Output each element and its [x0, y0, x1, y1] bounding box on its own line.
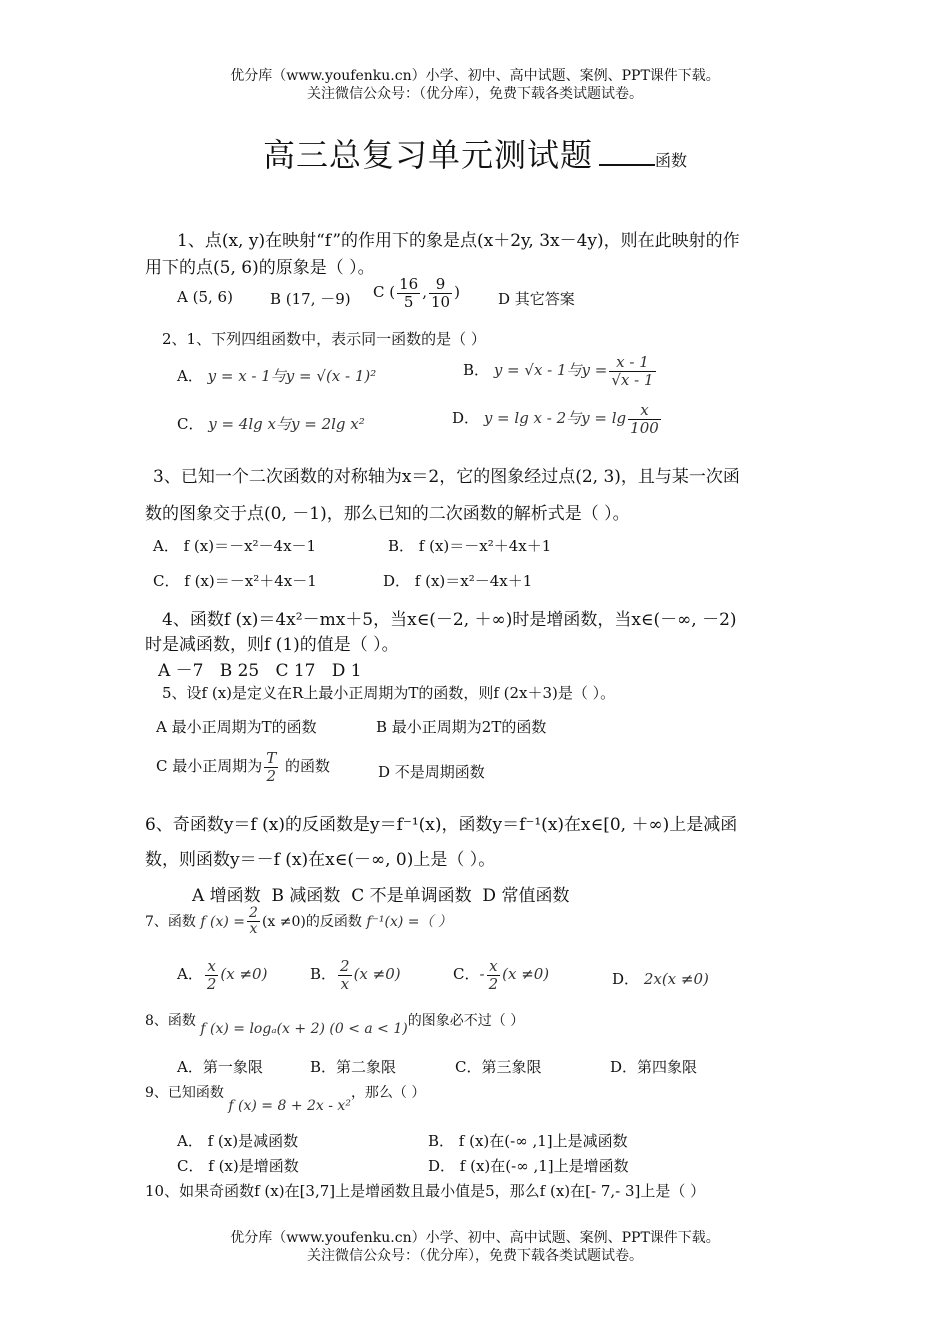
q7-b-tail: (x ≠0) — [353, 965, 401, 983]
q9-stem-right: ，那么（ ） — [350, 1085, 426, 1101]
footer-line-1: 优分库（www.youfenku.cn）小学、初中、高中试题、案例、PPT课件下载。 — [230, 1230, 720, 1246]
q3-line-1: 3、已知一个二次函数的对称轴为x＝2，它的图象经过点(2, 3)，且与某一次函 — [153, 467, 740, 487]
q7-d-expr: 2x(x ≠0) — [643, 970, 709, 988]
q9-option-c: C． f (x)是增函数 — [177, 1157, 299, 1175]
q1-line-2: 用下的点(5, 6)的原象是（ ）。 — [145, 258, 375, 278]
q10-stem: 10、如果奇函数f (x)在[3,7]上是增函数且最小值是5，那么f (x)在[- 7,- 3]上是（ ） — [145, 1182, 706, 1200]
title-blank — [599, 134, 655, 166]
q3-line-2: 数的图象交于点(0, －1)，那么已知的二次函数的解析式是（ ）。 — [145, 504, 630, 524]
q7-stem-fx: f (x) = — [200, 913, 246, 930]
q8-stem — [145, 1010, 525, 1037]
q9-stem — [145, 1082, 426, 1114]
q2-b-num: x - 1 — [609, 354, 655, 372]
q7-a-tail: (x ≠0) — [220, 965, 268, 983]
q7-a-den: 2 — [206, 974, 217, 993]
q1-c-den-2: 10 — [430, 292, 451, 311]
q7-stem-num: 2 — [249, 905, 258, 921]
q7-d-label: D． — [612, 970, 640, 988]
q9-stem-expr: f (x) = 8 + 2x - x² — [228, 1098, 351, 1114]
q1-option-a: A (5, 6) — [177, 288, 233, 306]
q2-option-c — [177, 413, 365, 434]
q2-b-label: B． — [463, 361, 490, 379]
q5-option-d: D 不是周期函数 — [378, 763, 485, 781]
q5-c-left: C 最小正周期为 — [156, 757, 263, 775]
q7-option-b — [310, 958, 401, 992]
q2-c-label: C． — [177, 415, 204, 433]
q7-stem — [145, 906, 452, 938]
q7-b-label: B． — [310, 965, 337, 983]
q3-option-b: B． f (x)＝－x²＋4x＋1 — [388, 537, 552, 555]
q7-c-num: x — [487, 958, 501, 976]
q5-option-b: B 最小正周期为2T的函数 — [376, 718, 547, 736]
q4-line-2: 时是减函数，则f (1)的值是（ ）。 — [145, 635, 399, 655]
q8-option-c: C．第三象限 — [455, 1058, 542, 1076]
q3-option-c: C． f (x)＝－x²＋4x－1 — [153, 572, 317, 590]
q7-stem-left: 7、函数 — [145, 913, 196, 930]
q7-c-den: 2 — [488, 974, 499, 993]
q2-a-expr: y = x - 1与y = √(x - 1)² — [207, 367, 377, 385]
title-main: 高三总复习单元测试题 — [262, 136, 593, 174]
q7-c-sign: - — [479, 965, 485, 983]
title-subject: 函数 — [655, 151, 688, 170]
q8-stem-expr: f (x) = logₐ(x + 2) (0 < a < 1) — [200, 1021, 408, 1037]
q8-stem-left: 8、函数 — [145, 1013, 196, 1029]
header-line-1: 优分库（www.youfenku.cn）小学、初中、高中试题、案例、PPT课件下载。 — [230, 68, 720, 84]
q7-option-c — [453, 958, 549, 992]
q3-option-a: A． f (x)＝－x²－4x－1 — [153, 537, 317, 555]
header-line-2: 关注微信公众号：（优分库），免费下载各类试题试卷。 — [307, 86, 643, 102]
q2-stem: 2、1、下列四组函数中，表示同一函数的是（ ） — [162, 330, 486, 348]
q7-a-label: A． — [177, 965, 203, 983]
q1-option-d: D 其它答案 — [498, 290, 575, 308]
q1-option-c: C ( $\frac{16}{5}$ , $\frac{9}{10}$ ) — [373, 275, 460, 311]
q5-stem: 5、设f (x)是定义在R上最小正周期为T的函数，则f (2x＋3)是（ ）。 — [162, 684, 616, 702]
q2-c-expr: y = 4lg x与y = 2lg x² — [208, 415, 365, 433]
q1-c-num-1: 16 — [399, 275, 419, 293]
q4-line-1: 4、函数f (x)＝4x²－mx＋5，当x∈(－2, ＋∞)时是增函数，当x∈(－∞, －2) — [162, 610, 737, 630]
q1-line-1: 1、点(x, y)在映射“f”的作用下的象是点(x＋2y, 3x－4y)，则在此映射的作 — [177, 231, 740, 251]
q9-option-a: A． f (x)是减函数 — [177, 1132, 299, 1150]
q5-option-a: A 最小正周期为T的函数 — [156, 718, 317, 736]
q5-c-num: T — [266, 749, 277, 767]
q7-stem-right: (x ≠0)的反函数 — [261, 913, 362, 930]
q7-option-a — [177, 958, 267, 992]
q2-option-d — [452, 402, 663, 436]
q7-b-den: x — [340, 974, 350, 993]
q4-options: A －7 B 25 C 17 D 1 — [158, 661, 362, 681]
q1-c-num-2: 9 — [429, 276, 452, 294]
q7-c-label: C． — [453, 965, 480, 983]
footer-line-2: 关注微信公众号：（优分库），免费下载各类试题试卷。 — [307, 1248, 643, 1264]
page-title — [0, 130, 950, 176]
q9-option-d: D． f (x)在(-∞ ,1]上是增函数 — [428, 1157, 629, 1175]
q3-option-d: D． f (x)＝x²－4x＋1 — [383, 572, 533, 590]
q5-c-right: 的函数 — [285, 757, 331, 775]
q8-option-d: D．第四象限 — [610, 1058, 698, 1076]
q2-b-expr: y = √x - 1与y = — [493, 361, 608, 379]
q2-d-den: 100 — [630, 418, 659, 437]
q6-line-1: 6、奇函数y＝f (x)的反函数是y＝f⁻¹(x)，函数y＝f⁻¹(x)在x∈[0, ＋∞)上是减函 — [145, 815, 738, 835]
q2-option-b — [463, 354, 658, 388]
q9-option-b: B． f (x)在(-∞ ,1]上是减函数 — [428, 1132, 628, 1150]
q8-option-b: B．第二象限 — [310, 1058, 397, 1076]
q5-option-c — [156, 750, 330, 784]
q2-b-den: √x - 1 — [611, 370, 654, 389]
q9-stem-left: 9、已知函数 — [145, 1085, 224, 1101]
q6-options: A 增函数 B 减函数 C 不是单调函数 D 常值函数 — [192, 886, 570, 906]
q2-option-a — [177, 365, 376, 386]
q8-option-a: A．第一象限 — [177, 1058, 263, 1076]
q8-stem-right: 的图象必不过（ ） — [407, 1013, 525, 1029]
q6-line-2: 数，则函数y＝－f (x)在x∈(－∞, 0)上是（ ）。 — [145, 850, 496, 870]
q2-d-expr: y = lg x - 2与y = lg — [483, 409, 627, 427]
q7-stem-den: x — [249, 921, 258, 938]
q2-d-num: x — [628, 402, 661, 420]
q1-c-den-1: 5 — [403, 292, 414, 311]
q7-stem-inv: f⁻¹(x) =（ ） — [366, 913, 452, 930]
q1-option-b: B (17, －9) — [270, 290, 351, 308]
q7-b-num: 2 — [340, 957, 350, 975]
q7-option-d — [612, 968, 709, 989]
q7-a-num: x — [205, 958, 219, 976]
q2-a-label: A． — [177, 367, 203, 385]
q5-c-den: 2 — [266, 766, 277, 785]
q1-option-c-label: C ( — [373, 283, 396, 301]
q2-d-label: D． — [452, 409, 480, 427]
q7-c-tail: (x ≠0) — [502, 965, 550, 983]
